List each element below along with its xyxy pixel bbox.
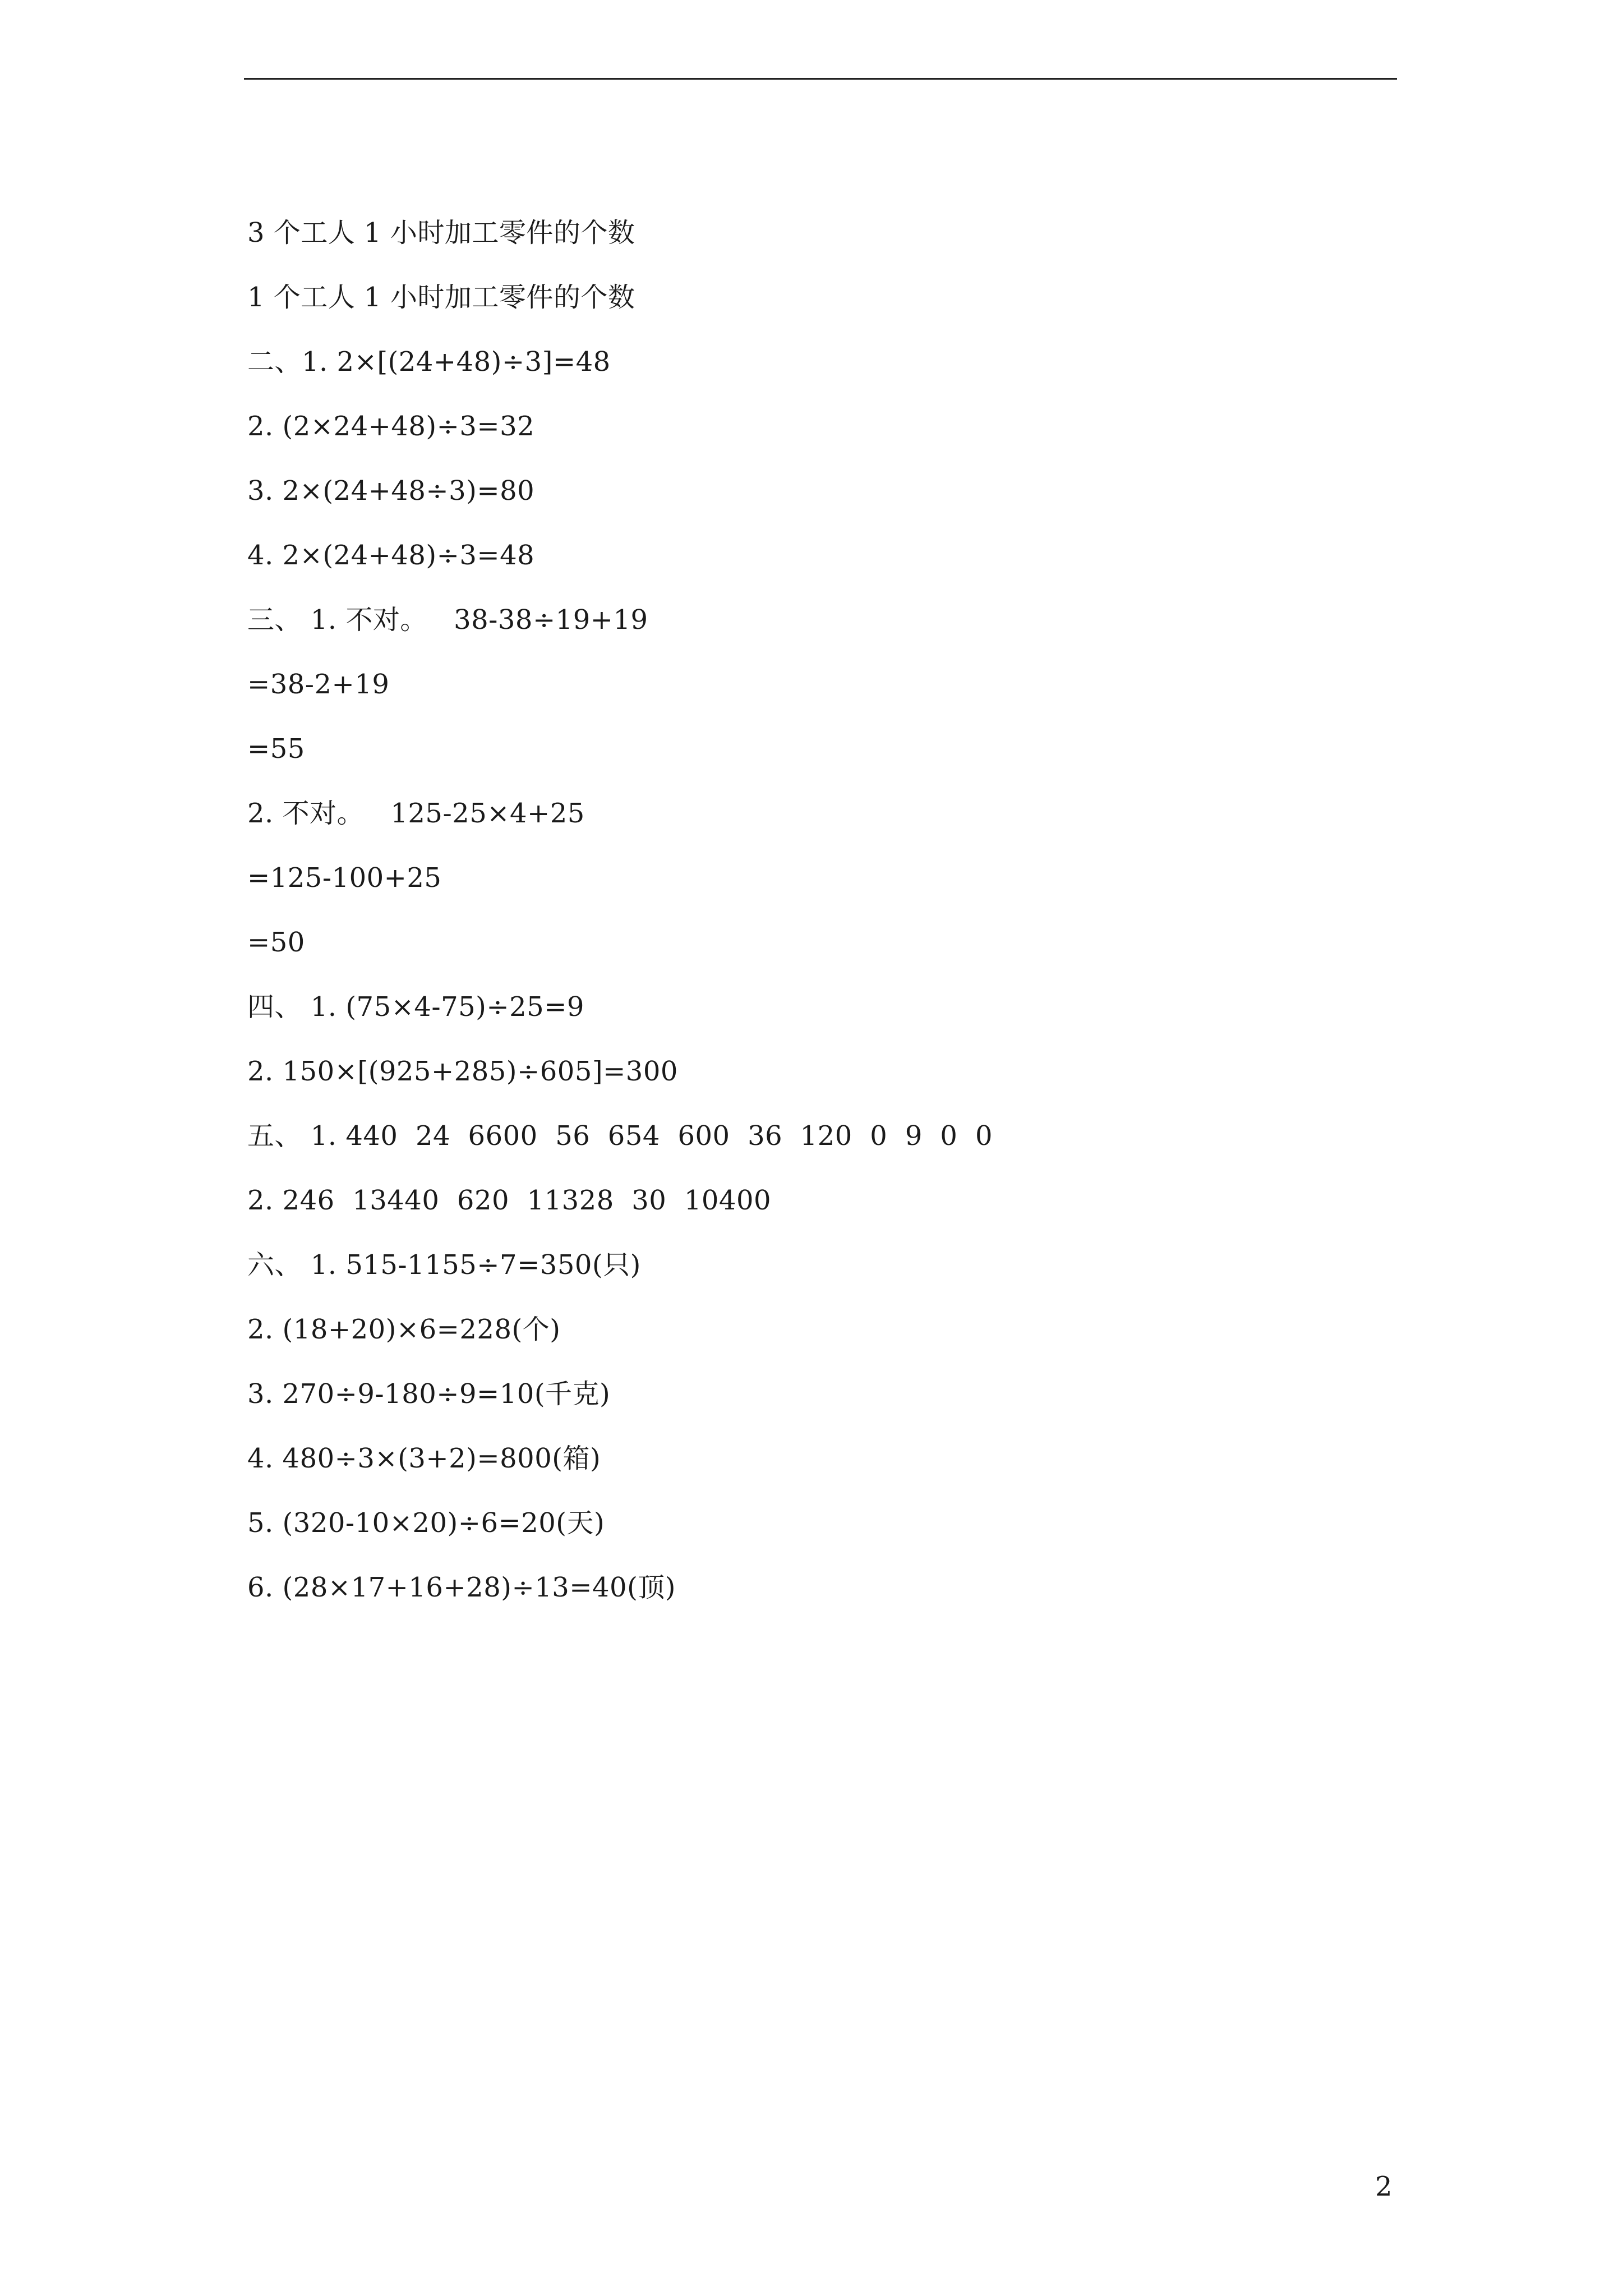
answer-line: 四、 1. (75×4-75)÷25=9: [247, 991, 584, 1023]
answer-line: 3. 270÷9-180÷9=10(千克): [247, 1378, 611, 1410]
answer-line: 2. (18+20)×6=228(个): [247, 1314, 561, 1345]
answer-line: 3 个工人 1 小时加工零件的个数: [247, 217, 635, 249]
answer-line: 五、 1. 440 24 6600 56 654 600 36 120 0 9 0 0: [247, 1120, 993, 1152]
header-rule: [244, 78, 1397, 80]
answer-line: =38-2+19: [247, 669, 390, 700]
page-number: 2: [1375, 2171, 1393, 2202]
answer-line: 三、 1. 不对。 38-38÷19+19: [247, 604, 648, 636]
answer-line: 二、1. 2×[(24+48)÷3]=48: [247, 346, 611, 378]
answer-line: 5. (320-10×20)÷6=20(天): [247, 1507, 605, 1539]
answer-line: 六、 1. 515-1155÷7=350(只): [247, 1249, 641, 1281]
answer-line: 3. 2×(24+48÷3)=80: [247, 475, 535, 507]
answer-line: 2. 246 13440 620 11328 30 10400: [247, 1185, 772, 1216]
answer-line: =50: [247, 927, 305, 958]
answer-line: 1 个工人 1 小时加工零件的个数: [247, 282, 635, 313]
answer-line: 2. 150×[(925+285)÷605]=300: [247, 1056, 678, 1087]
answer-content: [247, 210, 1369, 1629]
answer-line: 4. 480÷3×(3+2)=800(箱): [247, 1443, 601, 1474]
answer-line: 6. (28×17+16+28)÷13=40(顶): [247, 1572, 676, 1603]
answer-line: 4. 2×(24+48)÷3=48: [247, 540, 535, 571]
answer-line: 2. (2×24+48)÷3=32: [247, 411, 535, 442]
answer-line: =55: [247, 733, 305, 765]
answer-line: =125-100+25: [247, 862, 442, 894]
answer-line: 2. 不对。 125-25×4+25: [247, 798, 585, 829]
